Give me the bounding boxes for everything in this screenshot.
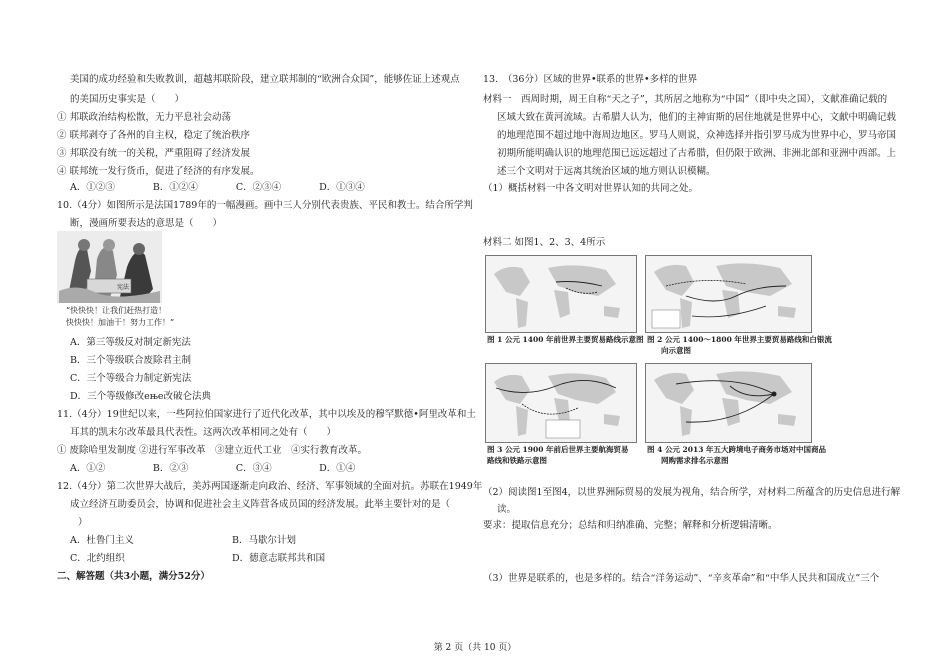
q10-option-d: D．三个等级修改ење改破仑法典 (70, 391, 212, 402)
q11-stem-line2: 耳其的凯末尔改革最具代表性。这两次改革相同之处有（ ） (70, 427, 337, 438)
q10-option-b: B．三个等级联合废除君主制 (70, 355, 191, 366)
map-figure-2 (645, 255, 812, 333)
q13-title: 13. （36分）区域的世界•联系的世界•多样的世界 (483, 74, 698, 85)
q11-stem-line1: 11.（4分）19世纪以来，一些阿拉伯国家进行了近代化改革，其中以埃及的穆罕默德•阿里改革和土 (57, 409, 476, 420)
map-caption-4a: 图 4 公元 2013 年五大跨境电子商务市场对中国商品 (647, 445, 827, 454)
q12-option-b: B．马歇尔计划 (232, 535, 296, 546)
map-caption-3b: 路线和铁路示意图 (487, 456, 547, 465)
q12-stem-line3: ） (78, 517, 88, 528)
q10-option-c: C．三个等级合力制定新宪法 (70, 373, 192, 384)
q13-part2-line2: 读。 (497, 504, 517, 515)
q13-part2-requirements: 要求：提取信息充分；总结和归纳准确、完整；解释和分析逻辑清晰。 (483, 520, 778, 531)
q12-option-a: A．杜鲁门主义 (70, 535, 134, 546)
q9-continuation-line1: 美国的成功经验和失败教训，超越邦联阶段，建立联邦制的“欧洲合众国”，能够佐证上述观点 (70, 74, 460, 85)
q12-stem-line2: 成立经济互助委员会，协调和促进社会主义阵营各成员国的经济发展。此举主要针对的是（ (70, 499, 451, 510)
q9-option-3: ③ 邦联没有统一的关税，严重阻碍了经济发展 (57, 148, 251, 159)
q12-option-c: C．北约组织 (70, 553, 125, 564)
q9-option-1: ① 邦联政治结构松散，无力平息社会动荡 (57, 112, 232, 123)
q11-options: ① 废除哈里发制度 ②进行军事改革 ③建立近代工业 ④实行教育改革。 (57, 445, 368, 456)
material2-heading: 材料二 如图1、2、3、4所示 (483, 237, 606, 248)
cartoon-illustration (57, 231, 162, 303)
section-heading-answer: 二、解答题（共3小题，满分52分） (57, 571, 210, 582)
map-caption-3a: 图 3 公元 1900 年前后世界主要航海贸易 (487, 445, 629, 454)
q9-option-2: ② 联邦剥夺了各州的自主权，稳定了统治秩序 (57, 130, 251, 141)
q13-part2-line1: （2）阅读图1至图4，以世界洲际贸易的发展为视角，结合所学，对材料二所蕴含的历史信息进行解 (483, 487, 901, 498)
map-figure-4 (645, 363, 812, 443)
q9-option-4: ④ 联邦统一发行货币，促进了经济的有序发展。 (57, 166, 260, 177)
cartoon-caption-line1: “快快快！让我们赶热打造！ (66, 306, 167, 315)
map-caption-2b: 向示意图 (661, 346, 691, 355)
q12-stem-line1: 12.（4分）第二次世界大战后，美苏两国逐渐走向政治、经济、军事领域的全面对抗。苏联在1949年 (57, 481, 483, 492)
map-figure-1 (485, 255, 637, 333)
q12-option-d: D．德意志联邦共和国 (232, 553, 326, 564)
material1-line3: 的地理范围不超过地中海周边地区。罗马人则说，众神选择并指引罗马成为世界中心，罗马帝国 (497, 130, 897, 141)
material1-line5: 述三个文明对于远离其统治区域的地方则认识模糊。 (497, 166, 716, 177)
q10-stem-line1: 10.（4分）如图所示是法国1789年的一幅漫画。画中三人分别代表贵族、平民和教士。结合所学判 (57, 200, 473, 211)
q9-answer-choices: A．①②③ B．①②④ C．②③④ D．①③④ (70, 182, 365, 193)
map-caption-4b: 网购需求排名示意图 (661, 456, 729, 465)
cartoon-label: 宪法 (117, 284, 130, 291)
q9-continuation-line2: 的美国历史事实是（ ） (70, 94, 185, 105)
material1-line2: 区域大致在黄河流域。古希腊人认为，他们的主神宙斯的居住地就是世界中心，文献中明确记载 (497, 112, 897, 123)
material1-line1: 材料一 西周时期，周王自称“天之子”，其所居之地称为“中国”（即中央之国），文献准确记载的 (483, 94, 888, 105)
material1-line4: 初期所能明确认识的地理范围已远远超过了古希腊，但仍限于欧洲、非洲北部和亚洲中西部。上 (497, 148, 897, 159)
q10-option-a: A．第三等级反对制定新宪法 (70, 337, 191, 348)
q13-part3-line1: （3）世界是联系的，也是多样的。结合“洋务运动”、“辛亥革命”和“中华人民共和国成立”三个 (483, 573, 880, 584)
page-number-footer: 第 2 页（共 10 页） (433, 643, 517, 653)
q10-stem-line2: 断，漫画所要表达的意思是（ ） (70, 218, 223, 229)
map-caption-1: 图 1 公元 1400 年前世界主要贸易路线示意图 (487, 335, 644, 344)
q13-part1: （1）概括材料一中各文明对世界认知的共同之处。 (483, 183, 699, 194)
map-figure-3 (485, 363, 637, 443)
q11-answer-choices: A．①② B．②③ C．③④ D．①④ (70, 463, 356, 474)
map-caption-2a: 图 2 公元 1400～1800 年世界主要贸易路线和白银流 (647, 335, 832, 344)
cartoon-caption-line2: 快快快！加油干！努力工作！” (66, 318, 175, 327)
